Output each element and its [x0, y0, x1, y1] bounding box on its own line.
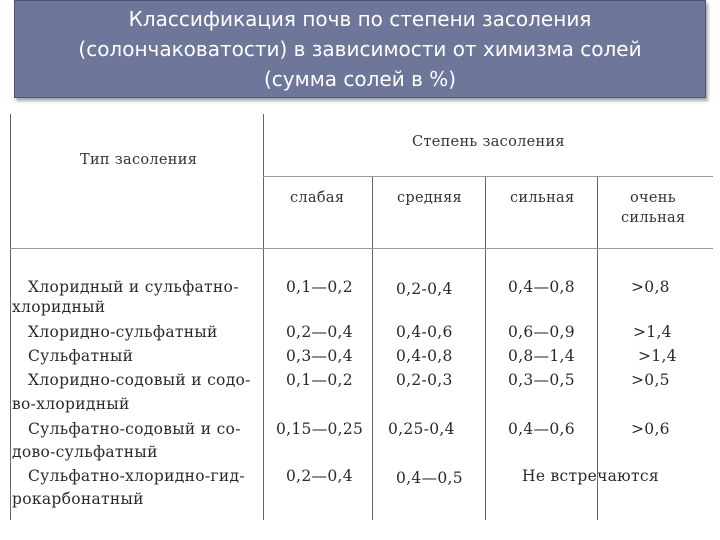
- cell-medium: 0,4-0,8: [396, 347, 453, 365]
- table-divider: [263, 176, 713, 177]
- row-type-line: дово-сульфатный: [12, 443, 158, 461]
- cell-very: >0,6: [631, 420, 670, 438]
- cell-very: >0,5: [631, 371, 670, 389]
- cell-medium: 0,2-0,4: [396, 280, 453, 298]
- cell-very: >1,4: [638, 347, 677, 365]
- cell-strong: 0,4—0,8: [508, 278, 575, 296]
- cell-strong: 0,8—1,4: [508, 347, 575, 365]
- row-type-line: Хлоридно-сульфатный: [28, 323, 218, 341]
- salinity-table: [0, 110, 720, 540]
- row-type-line: Сульфатно-хлоридно-гид-: [28, 467, 245, 485]
- cell-strong: 0,4—0,6: [508, 420, 575, 438]
- title-line-1: Классификация почв по степени засоления: [128, 7, 592, 31]
- row-type-line: Хлоридный и сульфатно-: [28, 278, 239, 296]
- cell-slight: 0,1—0,2: [286, 278, 353, 296]
- row-type-line: Сульфатный: [28, 347, 134, 365]
- cell-strong: 0,6—0,9: [508, 323, 575, 341]
- row-type-line: Сульфатно-содовый и со-: [28, 420, 241, 438]
- row-type-line: Хлоридно-содовый и содо-: [28, 371, 251, 389]
- header-slight: слабая: [290, 190, 345, 206]
- header-very-2: сильная: [621, 210, 686, 226]
- cell-medium: 0,2-0,3: [396, 371, 453, 389]
- cell-slight: 0,2—0,4: [286, 467, 353, 485]
- row-type-line: рокарбонатный: [12, 490, 144, 508]
- title-line-3: (сумма солей в %): [263, 67, 457, 91]
- cell-medium: 0,25-0,4: [388, 420, 455, 438]
- cell-not-found: Не встречаются: [522, 467, 659, 485]
- cell-very: >1,4: [633, 323, 672, 341]
- cell-slight: 0,3—0,4: [286, 347, 353, 365]
- cell-strong: 0,3—0,5: [508, 371, 575, 389]
- table-divider: [372, 176, 373, 520]
- header-type: Тип засоления: [80, 152, 198, 168]
- slide-title: [14, 0, 706, 98]
- header-degree: Степень засоления: [412, 134, 565, 150]
- table-divider: [10, 248, 713, 249]
- table-divider: [263, 114, 264, 520]
- table-divider: [485, 176, 486, 520]
- cell-medium: 0,4-0,6: [396, 323, 453, 341]
- title-line-2: (солончаковатости) в зависимости от химизма солей: [78, 37, 642, 61]
- cell-slight: 0,1—0,2: [286, 371, 353, 389]
- cell-slight: 0,15—0,25: [276, 420, 364, 438]
- row-type-line: во-хлоридный: [12, 395, 130, 413]
- table-divider: [10, 114, 11, 520]
- header-strong: сильная: [510, 190, 575, 206]
- cell-medium: 0,4—0,5: [396, 469, 463, 487]
- cell-slight: 0,2—0,4: [286, 323, 353, 341]
- header-medium: средняя: [397, 190, 462, 206]
- header-very-1: очень: [630, 190, 676, 206]
- row-type-line: хлоридный: [12, 298, 106, 316]
- cell-very: >0,8: [631, 278, 670, 296]
